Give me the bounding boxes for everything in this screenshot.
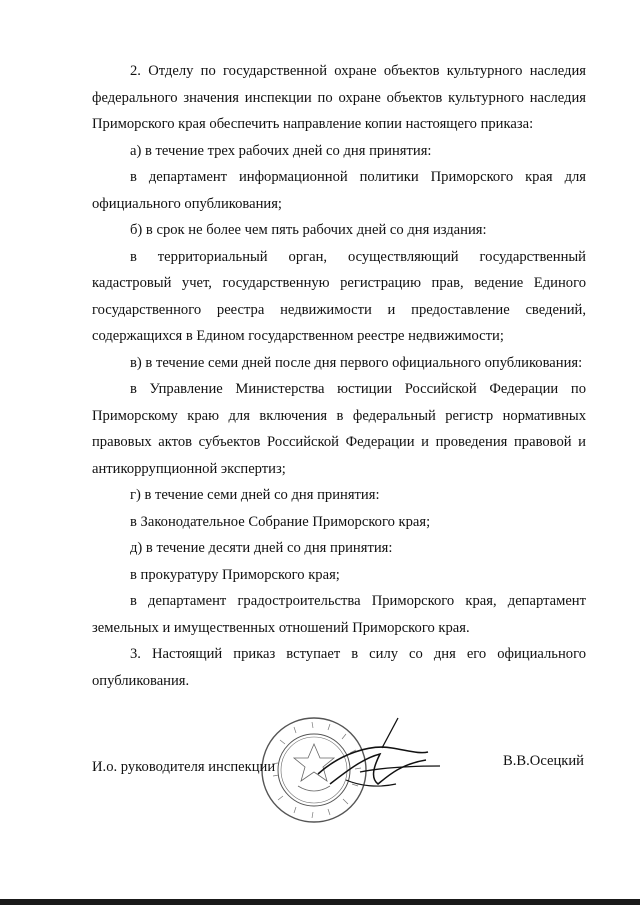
paragraph-info-policy: в департамент информационной политики Приморского края для официального опубликования; xyxy=(92,169,586,212)
paragraph-ministry-justice: в Управление Министерства юстиции Российской Федерации по Приморскому краю для включения в федеральный регистр нормативных правовых актов субъектов Российской Федерации и проведения правовой и антикоррупционной экспертиз; xyxy=(92,381,586,477)
paragraph-prosecutor: в прокуратуру Приморского края; xyxy=(130,566,340,583)
paragraph-sub-a: а) в течение трех рабочих дней со дня принятия: xyxy=(130,142,432,159)
signatory-title: И.о. руководителя инспекции xyxy=(92,759,276,775)
paragraph-sub-b: б) в срок не более чем пять рабочих дней со дня издания: xyxy=(130,222,487,238)
document-body xyxy=(92,58,586,694)
paragraph-departments: в департамент градостроительства Приморского края, департамент земельных и имущественных отношений Приморского края. xyxy=(92,593,586,636)
paragraph-sub-g: г) в течение семи дней со дня принятия: xyxy=(130,487,380,503)
signature-row xyxy=(92,753,586,789)
paragraph-item-3: 3. Настоящий приказ вступает в силу со дня его официального опубликования. xyxy=(92,646,586,689)
paragraph-legislative-assembly: в Законодательное Собрание Приморского края; xyxy=(130,513,431,530)
paragraph-sub-v: в) в течение семи дней после дня первого официального опубликования: xyxy=(130,354,583,371)
signatory-name: В.В.Осецкий xyxy=(503,753,584,769)
paragraph-item-2: 2. Отделу по государственной охране объектов культурного наследия федерального значения инспекции по охране объектов культурного наследия Приморского края обеспечить направление копии настоящего приказа: xyxy=(92,63,586,132)
paragraph-cadastral-body: в территориальный орган, осуществляющий государственный кадастровый учет, государственную регистрацию прав, ведение Единого государственного реестра недвижимости и предоставление сведений, содержащихся в Едином государственном реестре недвижимости; xyxy=(92,248,586,344)
scan-edge-line xyxy=(0,899,640,905)
paragraph-sub-d: д) в течение десяти дней со дня принятия: xyxy=(130,540,393,556)
